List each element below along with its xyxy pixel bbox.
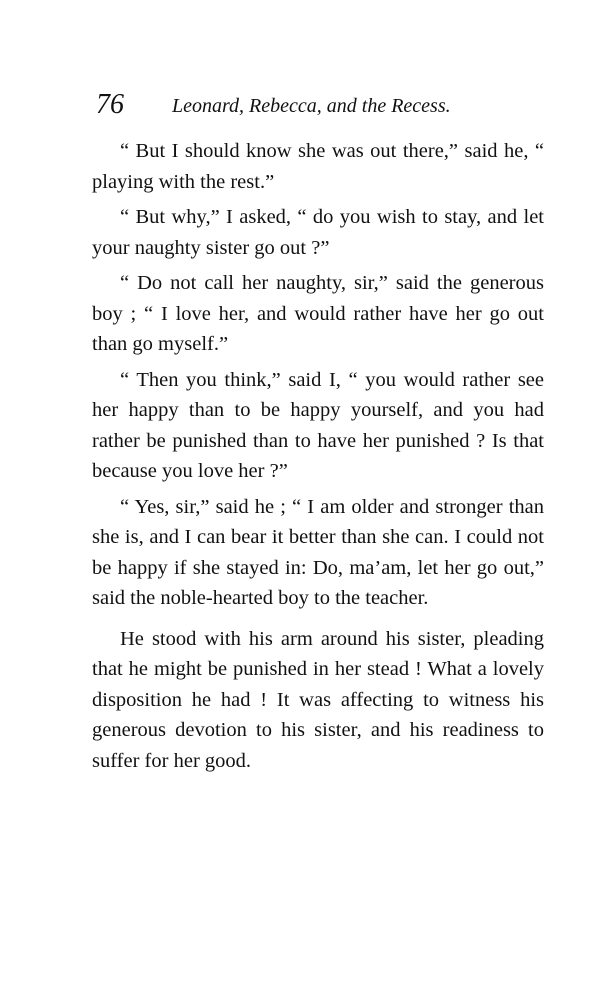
body-text (92, 136, 544, 781)
page-number: 76 (96, 89, 124, 120)
paragraph: “ But why,” I asked, “ do you wish to stay, and let your naughty sister go out ?” (92, 206, 544, 259)
paragraph: He stood with his arm around his sister, pleading that he might be punished in her stead ! What a lovely disposition he had ! It was affecting to witness his generous devotion to his sister, and his readiness to suffer for her good. (92, 627, 544, 772)
running-title: Leonard, Rebecca, and the Recess. (172, 95, 451, 117)
paragraph: “ Then you think,” said I, “ you would rather see her happy than to be happy yourself, and you had rather be punished than to have her punished ? Is that because you love her ?” (92, 368, 544, 482)
paragraph: “ Do not call her naughty, sir,” said the generous boy ; “ I love her, and would rather have her go out than go myself.” (92, 272, 544, 355)
page-header (96, 88, 506, 122)
paragraph: “ But I should know she was out there,” said he, “ playing with the rest.” (92, 140, 544, 193)
paragraph: “ Yes, sir,” said he ; “ I am older and stronger than she is, and I can bear it better than she can. I could not be happy if she stayed in: Do, ma’am, let her go out,” said the noble-hearted boy to the teacher. (92, 495, 544, 609)
